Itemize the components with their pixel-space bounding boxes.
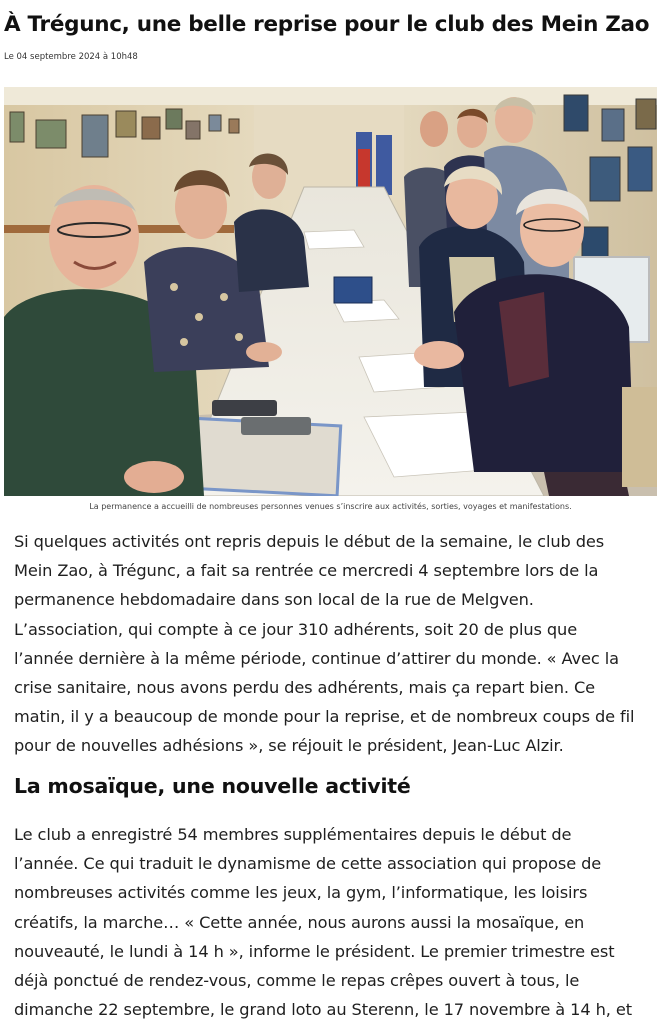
article-paragraph-1 — [14, 527, 656, 761]
paragraph-line: Mein Zao, à Trégunc, a fait sa rentrée ce mercredi 4 septembre lors de la — [14, 561, 599, 581]
paragraph-line: matin, il y a beaucoup de monde pour la reprise, et de nombreux coups de fil — [14, 707, 635, 727]
article-paragraph-2 — [14, 820, 656, 1024]
paragraph-line: Si quelques activités ont repris depuis le début de la semaine, le club des — [14, 532, 605, 551]
paragraph-line: L’association, qui compte à ce jour 310 adhérents, soit 20 de plus que — [14, 619, 578, 639]
paragraph-line: pour de nouvelles adhésions », se réjouit le président, Jean-Luc Alzir. — [14, 736, 564, 756]
publish-date: Le 04 septembre 2024 à 10h48 — [4, 52, 138, 62]
paragraph-line: permanence hebdomadaire dans son local de la rue de Melgven. — [14, 590, 534, 610]
paragraph-line: crise sanitaire, nous avons perdu des adhérents, mais ça repart bien. Ce — [14, 678, 596, 698]
article-photo — [4, 87, 657, 496]
paragraph-line: déjà ponctué de rendez-vous, comme le repas crêpes ouvert à tous, le — [14, 971, 580, 991]
paragraph-line: dimanche 22 septembre, le grand loto au Sterenn, le 17 novembre à 14 h, et — [14, 1000, 632, 1020]
paragraph-line: nouveauté, le lundi à 14 h », informe le président. Le premier trimestre est — [14, 941, 615, 961]
club-meeting-photo — [4, 87, 657, 496]
paragraph-line: Le club a enregistré 54 membres supplémentaires depuis le début de — [14, 825, 572, 844]
article-title: À Trégunc, une belle reprise pour le club des Mein Zao — [4, 12, 650, 37]
section-subheading: La mosaïque, une nouvelle activité — [14, 774, 411, 798]
paragraph-line: l’année. Ce qui traduit le dynamisme de cette association qui propose de — [14, 854, 602, 874]
paragraph-line: nombreuses activités comme les jeux, la gym, l’informatique, les loisirs — [14, 883, 588, 903]
paragraph-line: l’année dernière à la même période, continue d’attirer du monde. « Avec la — [14, 648, 619, 668]
photo-caption: La permanence a accueilli de nombreuses personnes venues s’inscrire aux activités, sorties, voyages et manifestations. — [89, 502, 572, 511]
paragraph-line: créatifs, la marche… « Cette année, nous aurons aussi la mosaïque, en — [14, 912, 585, 932]
